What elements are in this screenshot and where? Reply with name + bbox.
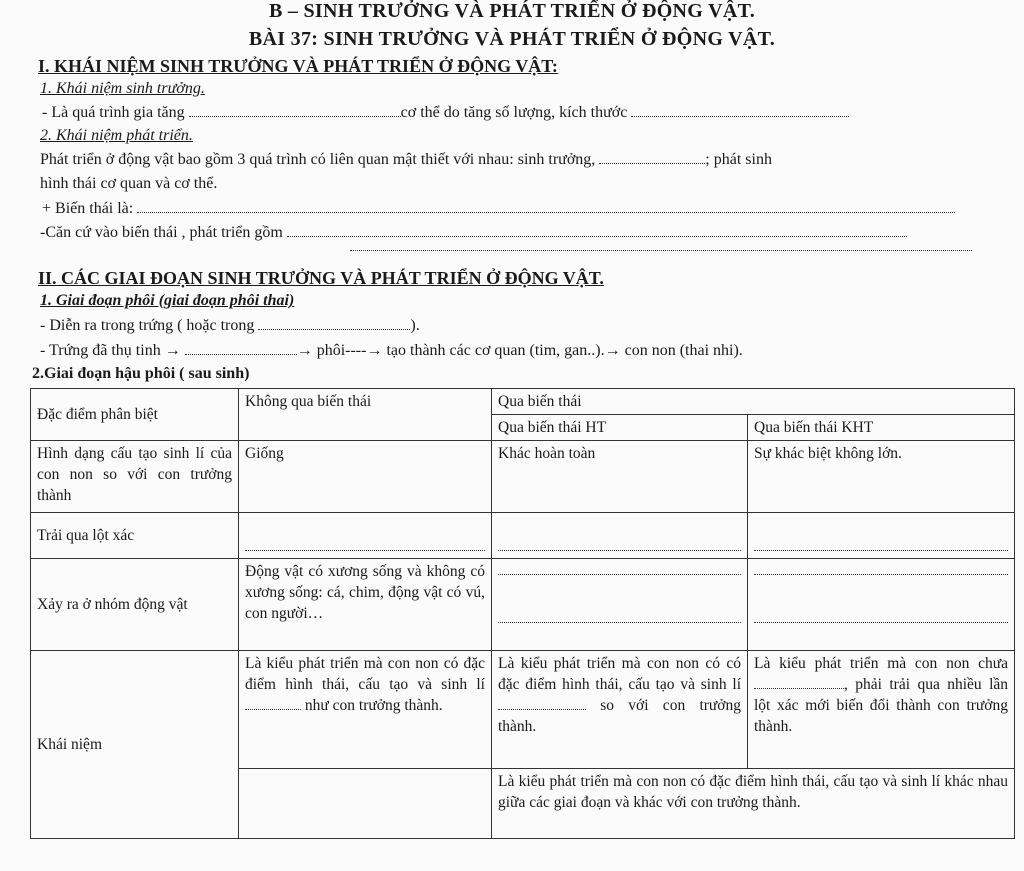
row4-kht-b: , phải trải qua nhiều lần lột xác mới biến đổi thành con trưởng thành.	[754, 676, 1009, 735]
header-complete-metamorphosis: Qua biến thái HT	[492, 415, 748, 441]
growth-text-b: cơ thể do tăng số lượng, kích thước	[400, 104, 628, 121]
row5-metamorphosis: Là kiểu phát triển mà con non có đặc điểm hình thái, cấu tạo và sinh lí khác nhau giữa các giai đoạn và khác với con trưởng thành.	[492, 769, 1015, 839]
development-paragraph-line2: hình thái cơ quan và cơ thể.	[40, 175, 218, 192]
row4-ht	[492, 651, 748, 769]
header-feature: Đặc điểm phân biệt	[31, 389, 239, 441]
embryo-text-a: - Diễn ra trong trứng ( hoặc trong	[40, 317, 255, 334]
embryo-line1	[40, 317, 420, 335]
blank-2	[631, 104, 849, 117]
blank-1	[189, 104, 401, 117]
blank-3	[599, 151, 705, 164]
metamorphosis-text: + Biến thái là:	[42, 200, 134, 217]
blank-row4-kht	[754, 676, 844, 689]
blank-7	[258, 317, 410, 330]
row4-no-meta-b: như con trưởng thành.	[304, 697, 443, 714]
header-incomplete-metamorphosis: Qua biến thái KHT	[748, 415, 1015, 441]
row2-no-meta	[239, 513, 492, 559]
row4-kht-a: Là kiểu phát triển mà con non chưa	[754, 655, 1009, 672]
section2-sub2: 2.Giai đoạn hậu phôi ( sau sinh)	[32, 365, 250, 382]
blank-4	[137, 200, 955, 213]
embryo-text-b: ).	[410, 317, 420, 334]
section1-heading: I. KHÁI NIỆM SINH TRƯỞNG VÀ PHÁT TRIỂN Ở ĐỘNG VẬT:	[38, 56, 558, 76]
section2-sub1: 1. Giai đoạn phôi (giai đoạn phôi thai)	[40, 292, 295, 309]
blank-6	[350, 250, 972, 251]
section2-heading: II. CÁC GIAI ĐOẠN SINH TRƯỞNG VÀ PHÁT TRIỂN Ở ĐỘNG VẬT.	[38, 268, 604, 288]
row4-ht-a: Là kiểu phát triển mà con non có có đặc điểm hình thái, cấu tạo và sinh lí	[498, 655, 741, 693]
row4-no-meta-a: Là kiểu phát triển mà con non có đặc điểm hình thái, cấu tạo và sinh lí	[245, 655, 485, 693]
row4-ht-b: so với con trưởng thành.	[498, 697, 742, 735]
row1-ht: Khác hoàn toàn	[492, 441, 748, 513]
row3-label: Xảy ra ở nhóm động vật	[31, 559, 239, 651]
blank-row4-no	[245, 697, 301, 710]
section1-sub1: 1. Khái niệm sinh trưởng.	[40, 80, 205, 97]
row1-no-meta: Giống	[239, 441, 492, 513]
row4-kht	[748, 651, 1015, 769]
row3-kht	[748, 559, 1015, 651]
development-paragraph-line1	[40, 151, 772, 169]
row1-label: Hình dạng cấu tạo sinh lí của con non so với con trưởng thành	[31, 441, 239, 513]
development-table	[30, 388, 1015, 839]
header-metamorphosis: Qua biến thái	[492, 389, 1015, 415]
row5-no-meta	[239, 769, 492, 839]
embryo-line2	[40, 342, 743, 360]
header-no-metamorphosis: Không qua biến thái	[239, 389, 492, 441]
classification-text: -Căn cứ vào biến thái , phát triển gồm	[40, 224, 283, 241]
metamorphosis-line	[42, 200, 955, 218]
embryo-text-c: - Trứng đã thụ tinh →	[40, 342, 181, 359]
row4-no-meta	[239, 651, 492, 769]
row4-label: Khái niệm	[31, 651, 239, 839]
blank-5	[287, 224, 907, 237]
section1-sub2: 2. Khái niệm phát triển.	[40, 127, 193, 144]
classification-line	[40, 224, 907, 242]
page-title: B – SINH TRƯỞNG VÀ PHÁT TRIỂN Ở ĐỘNG VẬT.	[268, 0, 756, 22]
growth-text-a: - Là quá trình gia tăng	[42, 104, 185, 121]
development-text-a: Phát triển ở động vật bao gồm 3 quá trình có liên quan mật thiết với nhau: sinh trưởng,	[40, 151, 596, 168]
row2-kht	[748, 513, 1015, 559]
row1-kht: Sự khác biệt không lớn.	[748, 441, 1015, 513]
lesson-title: BÀI 37: SINH TRƯỞNG VÀ PHÁT TRIỂN Ở ĐỘNG VẬT.	[248, 28, 776, 50]
row3-no-meta: Động vật có xương sống và không có xương sống: cá, chim, động vật có vú, con người…	[239, 559, 492, 651]
blank-row4-ht	[498, 697, 586, 710]
blank-8	[185, 342, 297, 355]
row2-ht	[492, 513, 748, 559]
embryo-text-d: → phôi----→ tạo thành các cơ quan (tim, gan..).→ con non (thai nhi).	[296, 342, 743, 359]
growth-definition-line	[42, 104, 849, 122]
development-text-b: ; phát sinh	[705, 151, 772, 168]
row2-label: Trải qua lột xác	[31, 513, 239, 559]
row3-ht	[492, 559, 748, 651]
